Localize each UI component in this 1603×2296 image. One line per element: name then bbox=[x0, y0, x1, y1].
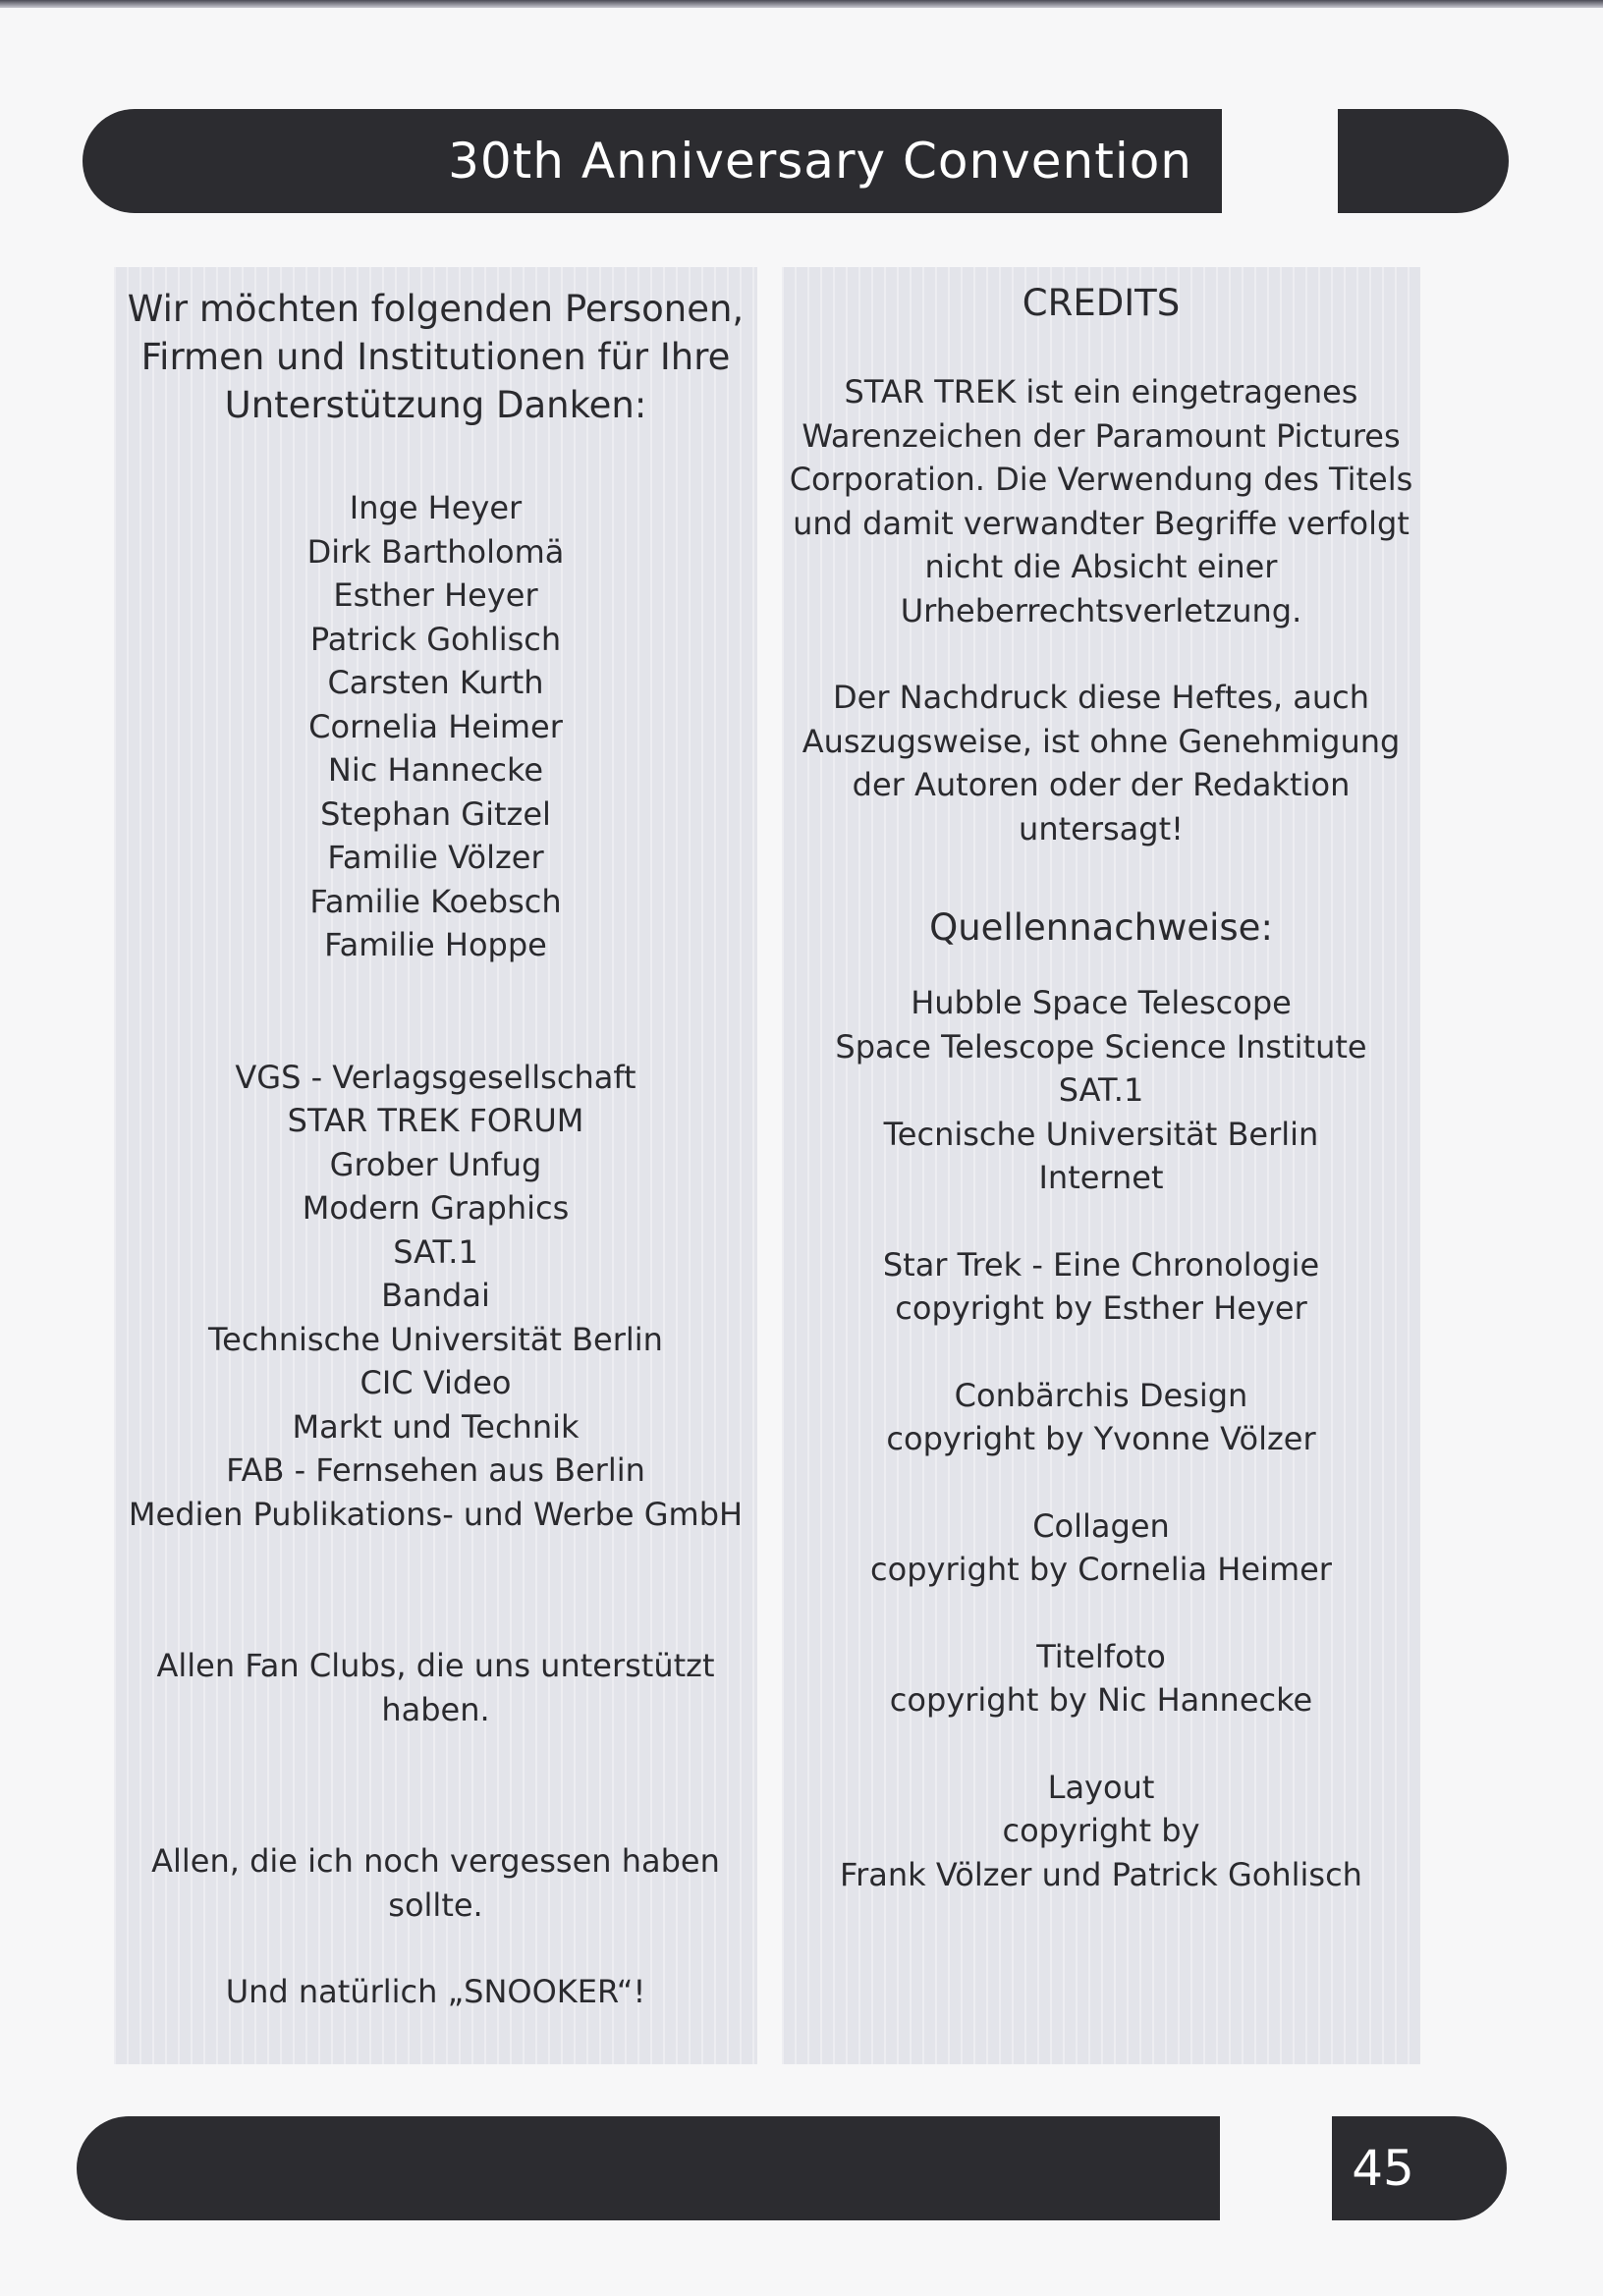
thanks-intro-line: Firmen und Institutionen für Ihre bbox=[140, 336, 731, 378]
person-item: Patrick Gohlisch bbox=[309, 620, 562, 658]
organization-item: Markt und Technik bbox=[292, 1407, 580, 1446]
closing-line: Und natürlich „SNOOKER“! bbox=[225, 1973, 646, 2010]
person-item: Nic Hannecke bbox=[327, 751, 544, 789]
credit-entry bbox=[782, 1374, 1420, 1461]
credits-heading: CREDITS bbox=[1022, 282, 1181, 324]
thanks-intro-line: Unterstützung Danken: bbox=[224, 384, 647, 426]
trademark-line: STAR TREK ist ein eingetragenes bbox=[844, 373, 1358, 410]
trademark-notice bbox=[782, 370, 1420, 632]
source-item: Tecnische Universität Berlin bbox=[883, 1115, 1319, 1153]
reprint-line: untersagt! bbox=[1019, 809, 1184, 847]
thanks-intro-line: Wir möchten folgenden Personen, bbox=[127, 288, 745, 330]
organization-item: Modern Graphics bbox=[302, 1189, 570, 1227]
person-item: Familie Völzer bbox=[327, 839, 544, 876]
layout-credit-copyright: copyright by bbox=[1002, 1812, 1200, 1849]
person-item: Stephan Gitzel bbox=[320, 794, 551, 833]
organization-item: Medien Publikations- und Werbe GmbH bbox=[128, 1495, 744, 1533]
organization-item: FAB - Fernsehen aus Berlin bbox=[226, 1451, 645, 1489]
source-item: SAT.1 bbox=[1058, 1071, 1144, 1109]
credit-entry bbox=[782, 1635, 1420, 1722]
trademark-line: Warenzeichen der Paramount Pictures bbox=[802, 416, 1401, 455]
organization-item: Bandai bbox=[381, 1277, 490, 1314]
fan-clubs-line: haben. bbox=[381, 1690, 490, 1728]
credit-title: Collagen bbox=[1032, 1506, 1170, 1545]
credit-copyright: copyright by Nic Hannecke bbox=[889, 1681, 1313, 1719]
footer-bar bbox=[77, 2116, 1220, 2220]
person-item: Esther Heyer bbox=[333, 576, 538, 614]
reprint-notice bbox=[782, 676, 1420, 850]
persons-list bbox=[114, 486, 757, 967]
source-item: Hubble Space Telescope bbox=[911, 984, 1292, 1021]
credit-entry bbox=[782, 1504, 1420, 1592]
credit-copyright: copyright by Esther Heyer bbox=[895, 1289, 1307, 1327]
reprint-line: Auszugsweise, ist ohne Genehmigung bbox=[802, 722, 1401, 760]
sources-list bbox=[782, 981, 1420, 1200]
layout-credit bbox=[782, 1766, 1420, 1897]
header-title: 30th Anniversary Convention bbox=[448, 133, 1192, 190]
person-item: Carsten Kurth bbox=[327, 664, 544, 701]
organization-item: CIC Video bbox=[359, 1364, 512, 1401]
credit-copyright: copyright by Cornelia Heimer bbox=[870, 1551, 1332, 1588]
header-cap bbox=[1338, 109, 1509, 213]
credit-title: Star Trek - Eine Chronologie bbox=[882, 1245, 1320, 1284]
thanks-column bbox=[114, 267, 757, 2064]
forgotten-line: sollte. bbox=[388, 1886, 483, 1924]
person-item: Familie Hoppe bbox=[324, 926, 547, 963]
person-item: Cornelia Heimer bbox=[308, 707, 563, 745]
forgotten-line: Allen, die ich noch vergessen haben bbox=[151, 1842, 720, 1880]
layout-credit-names: Frank Völzer und Patrick Gohlisch bbox=[840, 1855, 1362, 1893]
trademark-line: und damit verwandter Begriffe verfolgt bbox=[793, 504, 1410, 542]
person-item: Inge Heyer bbox=[349, 489, 523, 526]
source-item: Internet bbox=[1038, 1159, 1164, 1196]
organization-item: VGS - Verlagsgesellschaft bbox=[235, 1058, 636, 1096]
source-item: Space Telescope Science Institute bbox=[835, 1027, 1367, 1066]
organization-item: Technische Universität Berlin bbox=[208, 1320, 663, 1358]
page-number: 45 bbox=[1352, 2140, 1414, 2197]
layout-credit-title: Layout bbox=[1047, 1768, 1155, 1806]
organization-item: Grober Unfug bbox=[329, 1145, 542, 1183]
organization-item: SAT.1 bbox=[393, 1232, 478, 1271]
fan-clubs-line: Allen Fan Clubs, die uns unterstützt bbox=[156, 1647, 715, 1684]
sources-heading: Quellennachweise: bbox=[929, 906, 1273, 949]
organizations-list bbox=[114, 1056, 757, 1537]
credit-title: Conbärchis Design bbox=[954, 1376, 1248, 1414]
credits-column bbox=[782, 267, 1420, 2064]
page-top-edge bbox=[0, 0, 1603, 8]
credit-title: Titelfoto bbox=[1036, 1637, 1166, 1675]
credit-copyright: copyright by Yvonne Völzer bbox=[886, 1420, 1316, 1457]
reprint-line: der Autoren oder der Redaktion bbox=[852, 766, 1351, 803]
person-item: Familie Koebsch bbox=[309, 882, 562, 920]
reprint-line: Der Nachdruck diese Heftes, auch bbox=[832, 679, 1369, 716]
credit-entry bbox=[782, 1243, 1420, 1331]
person-item: Dirk Bartholomä bbox=[306, 532, 565, 571]
organization-item: STAR TREK FORUM bbox=[287, 1102, 584, 1139]
trademark-line: Urheberrechtsverletzung. bbox=[900, 591, 1302, 629]
header-bar bbox=[83, 109, 1222, 213]
trademark-line: Corporation. Die Verwendung des Titels bbox=[789, 461, 1413, 498]
footer-cap bbox=[1332, 2116, 1507, 2220]
trademark-line: nicht die Absicht einer bbox=[924, 548, 1278, 585]
